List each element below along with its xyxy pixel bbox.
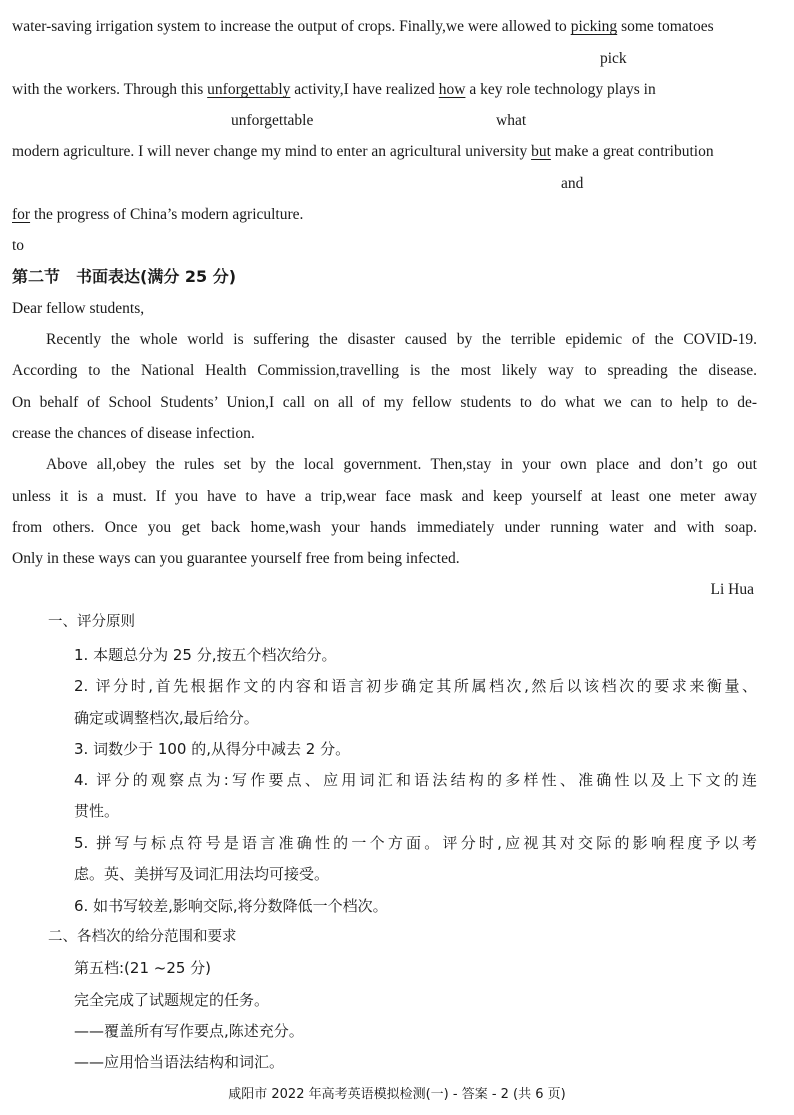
- grading-item-cont: 虑。英、美拼写及词汇用法均可接受。: [74, 865, 330, 883]
- essay-line: Only in these ways can you guarantee yourself free from being infected.: [12, 550, 460, 567]
- correction-text: some tomatoes: [617, 18, 714, 35]
- correction-text: activity,I have realized: [290, 81, 439, 98]
- correction-line-1: [12, 17, 757, 37]
- correction-text: with the workers. Through this: [12, 81, 208, 98]
- correction-text: water-saving irrigation system to increase the output of crops. Finally,we were allowed to: [12, 18, 571, 35]
- grading-item: 2. 评分时,首先根据作文的内容和语言初步确定其所属档次,然后以该档次的要求来衡量、: [74, 677, 757, 695]
- essay-line: Recently the whole world is suffering the disaster caused by the terrible epidemic of the COVID-19.: [46, 331, 757, 348]
- correction-text: modern agriculture. I will never change my mind to enter an agricultural university: [12, 143, 532, 160]
- fix-to: to: [12, 237, 25, 254]
- correction-text: a key role technology plays in: [465, 81, 656, 98]
- essay-line: crease the chances of disease infection.: [12, 425, 255, 442]
- grading-item-cont: 确定或调整档次,最后给分。: [74, 709, 259, 727]
- error-word-picking: picking: [570, 18, 618, 35]
- fix-pick: pick: [600, 50, 627, 67]
- error-word-how: how: [438, 81, 466, 98]
- essay-line: from others. Once you get back home,wash your hands immediately under running water and with soap.: [12, 519, 757, 536]
- correction-text: make a great contribution: [550, 143, 714, 160]
- error-word-for: for: [12, 206, 31, 223]
- error-word-unforgettably: unforgettably: [207, 81, 291, 98]
- correction-line-2: [12, 80, 757, 100]
- level-desc: 完全完成了试题规定的任务。: [74, 991, 270, 1009]
- level-point: ——应用恰当语法结构和词汇。: [74, 1053, 285, 1071]
- essay-signature: Li Hua: [710, 581, 754, 598]
- grading-item: 1. 本题总分为 25 分,按五个档次给分。: [74, 646, 337, 664]
- correction-line-4: [12, 205, 757, 225]
- grading-item-cont: 贯性。: [74, 802, 120, 820]
- page-footer: 咸阳市 2022 年高考英语模拟检测(一) - 答案 - 2 (共 6 页): [228, 1087, 566, 1102]
- essay-line: Above all,obey the rules set by the local government. Then,stay in your own place and don’t go out: [46, 456, 757, 473]
- section-heading: 第二节 书面表达(满分 25 分): [12, 267, 237, 286]
- essay-line: unless it is a must. If you have to have a trip,wear face mask and keep yourself at least one meter away: [12, 488, 757, 505]
- essay-line: According to the National Health Commission,travelling is the most likely way to spreading the disease.: [12, 362, 757, 379]
- correction-text: the progress of China’s modern agriculture.: [30, 206, 304, 223]
- level-title: 第五档:(21 ~25 分): [74, 959, 212, 977]
- grading-item: 4. 评分的观察点为:写作要点、应用词汇和语法结构的多样性、准确性以及上下文的连: [74, 771, 757, 789]
- fix-what: what: [496, 112, 527, 129]
- grading-item: 3. 词数少于 100 的,从得分中减去 2 分。: [74, 740, 351, 758]
- grading-section-title: 一、评分原则: [48, 614, 135, 630]
- level-point: ——覆盖所有写作要点,陈述充分。: [74, 1022, 304, 1040]
- error-word-but: but: [531, 143, 551, 160]
- fix-unforgettable: unforgettable: [231, 112, 314, 129]
- fix-and: and: [561, 175, 584, 192]
- grading-section-title: 二、各档次的给分范围和要求: [48, 929, 237, 945]
- grading-item: 6. 如书写较差,影响交际,将分数降低一个档次。: [74, 897, 388, 915]
- essay-greeting: Dear fellow students,: [12, 300, 145, 317]
- grading-item: 5. 拼写与标点符号是语言准确性的一个方面。评分时,应视其对交际的影响程度予以考: [74, 834, 757, 852]
- correction-line-3: [12, 142, 757, 162]
- essay-line: On behalf of School Students’ Union,I call on all of my fellow students to do what we can to help to de-: [12, 394, 757, 411]
